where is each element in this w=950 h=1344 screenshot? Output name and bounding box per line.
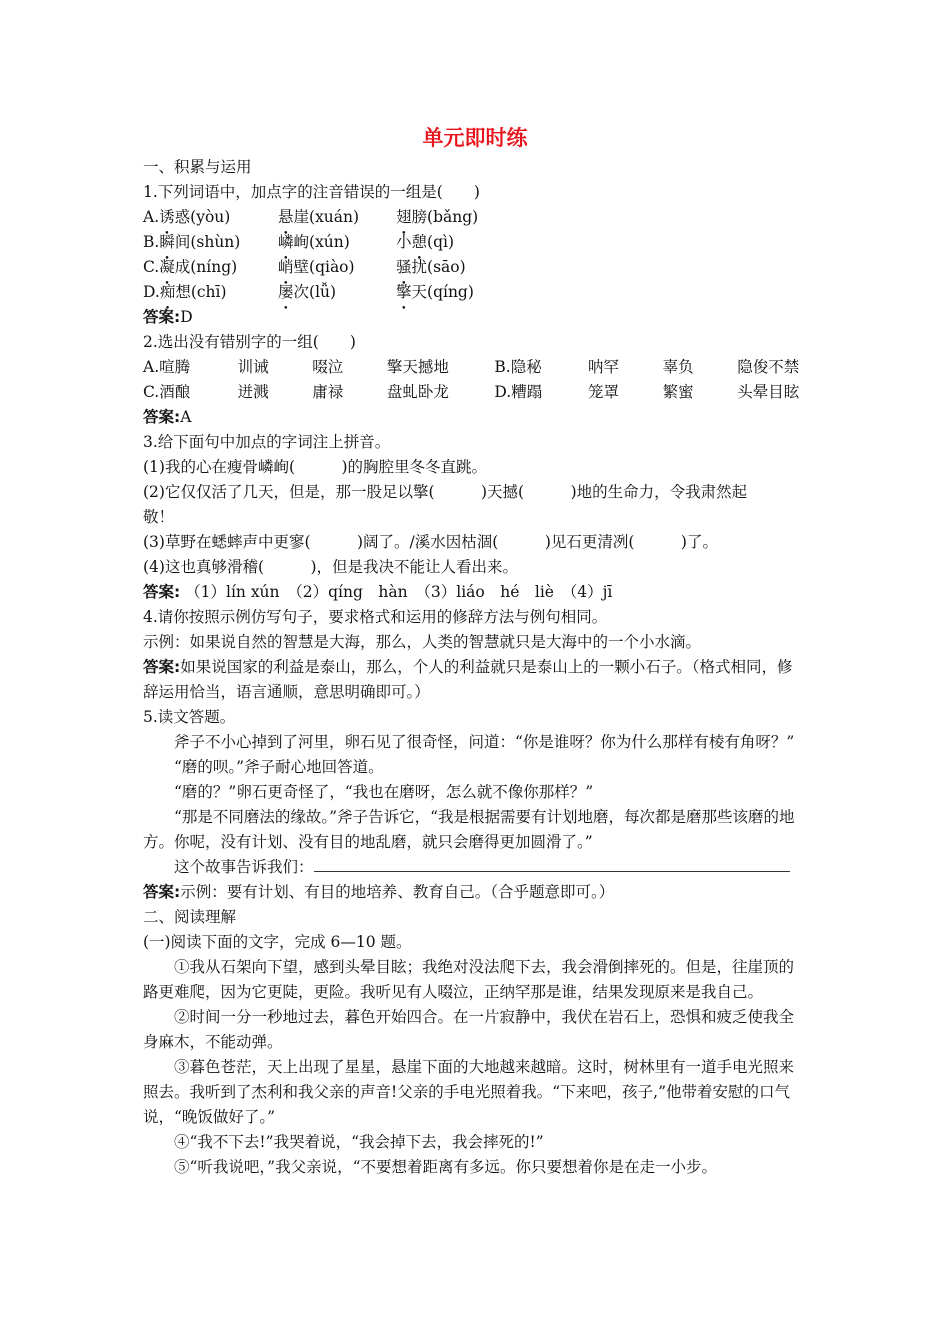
passage-paragraph: 斧子不小心掉到了河里，卵石见了很奇怪，问道：“你是谁呀？你为什么那样有棱有角呀？”	[174, 733, 795, 751]
question-4-example: 示例：如果说自然的智慧是大海，那么，人类的智慧就只是大海中的一个小水滴。	[143, 633, 702, 651]
reading-paragraph: ②时间一分一秒地过去，暮色开始四合。在一片寂静中，我伏在岩石上，恐惧和疲乏使我全身麻木，不能动弹。	[143, 1008, 795, 1051]
question-4-stem: 4.请你按照示例仿写句子，要求格式和运用的修辞方法与例句相同。	[143, 608, 608, 626]
question-1-stem: 1.下列词语中，加点字的注音错误的一组是( )	[143, 183, 480, 201]
passage-paragraph: “那是不同磨法的缘故。”斧子告诉它，“我是根据需要有计划地磨，每次都是磨那些该磨的地方。你呢，没有计划、没有目的地乱磨，就只会磨得更加圆滑了。”	[143, 808, 795, 851]
question-3-sentence: (1)我的心在瘦骨嶙峋( )的胸腔里冬冬直跳。	[143, 458, 488, 476]
reading-paragraph: ①我从石架向下望，感到头晕目眩；我绝对没法爬下去，我会滑倒摔死的。但是，往崖顶的路更难爬，因为它更陡，更险。我听见有人啜泣，正纳罕那是谁，结果发现原来是我自己。	[143, 958, 795, 1001]
page-title: 单元即时练	[422, 126, 528, 150]
answer-line: 答案:如果说国家的利益是泰山，那么，个人的利益就只是泰山上的一颗小石子。（格式相同，修辞运用恰当，语言通顺，意思明确即可。）	[143, 658, 793, 701]
question-3-stem: 3.给下面句中加点的字词注上拼音。	[143, 433, 391, 451]
option-row: D.痴想(chī) 屡次(lǚ) 擎天(qíng)	[143, 283, 474, 301]
option-row: C.酒酿 迸溅 庸禄 盘虬卧龙 D.糟蹋 笼罩 繁蜜 头晕目眩	[143, 383, 800, 401]
reading-paragraph: ③暮色苍茫，天上出现了星星，悬崖下面的大地越来越暗。这时，树林里有一道手电光照来照去。我听到了杰利和我父亲的声音!父亲的手电光照着我。“下来吧，孩子,”他带着安慰的口气说，“晚饭做好了。”	[143, 1058, 795, 1126]
question-1-options	[143, 205, 807, 305]
passage-paragraph: “磨的？”卵石更奇怪了，“我也在磨呀，怎么就不像你那样？”	[174, 783, 594, 801]
question-3-sentence: (2)它仅仅活了几天，但是，那一股足以擎( )天撼( )地的生命力，令我肃然起	[143, 483, 748, 501]
option-row: A.诱惑(yòu) 悬崖(xuán) 翅膀(bǎng)	[143, 208, 479, 226]
section-heading: 一、积累与运用	[143, 158, 252, 176]
reading-paragraph: ④“我不下去!”我哭着说，“我会掉下去，我会摔死的!”	[174, 1133, 544, 1151]
question-3-sentence: (3)草野在蟋蟀声中更寥( )阔了。/溪水因枯涸( )见石更清冽( )了。	[143, 533, 718, 551]
worksheet-page	[143, 120, 807, 1180]
question-5-prompt: 这个故事告诉我们：	[143, 855, 807, 880]
reading-intro: (一)阅读下面的文字，完成 6—10 题。	[143, 933, 412, 951]
answer-blank-line	[314, 857, 790, 872]
section-heading: 二、阅读理解	[143, 908, 237, 926]
option-row: B.瞬间(shùn) 嶙峋(xún) 小憩(qì)	[143, 233, 455, 251]
option-row: A.喧腾 训诫 啜泣 擎天撼地 B.隐秘 呐罕 辜负 隐俊不禁	[143, 358, 800, 376]
answer-line: 答案:示例：要有计划、有目的地培养、教育自己。（合乎题意即可。）	[143, 883, 615, 901]
question-2-stem: 2.选出没有错别字的一组( )	[143, 333, 356, 351]
option-row: C.凝成(níng) 峭壁(qiào) 骚扰(sāo)	[143, 258, 466, 276]
reading-paragraph: ⑤“听我说吧，”我父亲说，“不要想着距离有多远。你只要想着你是在走一小步。	[174, 1158, 718, 1176]
question-3-sentence: 敬！	[143, 508, 175, 526]
question-5-stem: 5.读文答题。	[143, 708, 236, 726]
answer-line: 答案: （1）lín xún （2）qíng hàn （3）liáo hé liè （4）jī	[143, 583, 613, 601]
question-3-sentence: (4)这也真够滑稽( )，但是我决不能让人看出来。	[143, 558, 519, 576]
passage-paragraph: “磨的呗。”斧子耐心地回答道。	[174, 758, 384, 776]
answer-line: 答案:D	[143, 308, 193, 326]
answer-line: 答案:A	[143, 408, 192, 426]
